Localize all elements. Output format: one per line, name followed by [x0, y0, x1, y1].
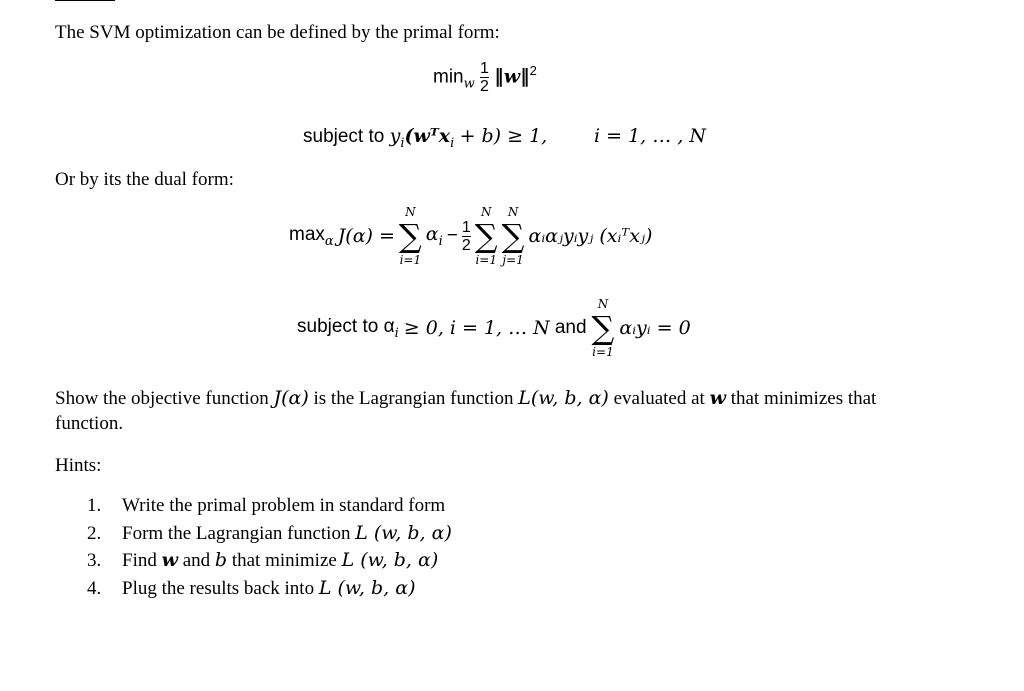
- intro-text: The SVM optimization can be defined by the primal form:: [55, 22, 500, 43]
- primal-constraint: subject to $y_i(wᵀx_i + b) \ge 1$,: [303, 125, 548, 151]
- hints-list: [87, 493, 452, 602]
- hints-label: Hints:: [55, 455, 102, 476]
- objective-J: J(α) =: [337, 225, 395, 247]
- sum-i: N ∑ i=1: [398, 205, 422, 267]
- dual-intro-text: Or by its the dual form:: [55, 169, 234, 190]
- sum-constraint: N ∑ i=1: [591, 297, 615, 359]
- dual-constraint: subject to $\alpha_i$ ≥ 0, i = 1, … N and N ∑ i=1 αᵢyᵢ = 0: [297, 297, 691, 359]
- sum-j: N ∑ j=1: [501, 205, 525, 267]
- half-fraction: $\frac{1}{2}$: [480, 60, 489, 95]
- dual-objective: $\max_\alpha$ J(α) = N ∑ i=1 $\alpha_i$ − $\frac{1}{2}$ N ∑ i=1 N ∑ j=1 αᵢαⱼyᵢyⱼ (xᵢᵀxⱼ): [289, 205, 653, 267]
- question-line-2: function.: [55, 413, 124, 434]
- subject-to-label: subject to: [303, 126, 385, 147]
- sum-i-2: N ∑ i=1: [474, 205, 498, 267]
- max-label: max: [289, 223, 325, 245]
- list-item: 1. Write the primal problem in standard form: [87, 495, 446, 516]
- list-item: 3. Find w and b that minimize L (w, b, α): [87, 549, 439, 571]
- top-rule: [55, 0, 115, 1]
- list-item: 4. Plug the results back into L (w, b, α): [87, 576, 416, 599]
- question-line-1: Show the objective function J(α) is the Lagrangian function L(w, b, α) evaluated at w that minimizes that: [55, 387, 877, 409]
- norm-exponent: 2: [529, 63, 537, 79]
- min-label: min: [433, 66, 464, 88]
- norm-w: ‖w‖: [494, 65, 530, 88]
- primal-range: i = 1, … , N: [594, 125, 706, 147]
- primal-objective: [433, 60, 537, 95]
- dual-term: αᵢαⱼyᵢyⱼ (xᵢᵀxⱼ): [528, 225, 653, 247]
- list-item: 2. Form the Lagrangian function L (w, b, α): [87, 521, 452, 544]
- min-subscript: w: [463, 76, 475, 92]
- dual-half-fraction: $\frac{1}{2}$: [461, 218, 471, 254]
